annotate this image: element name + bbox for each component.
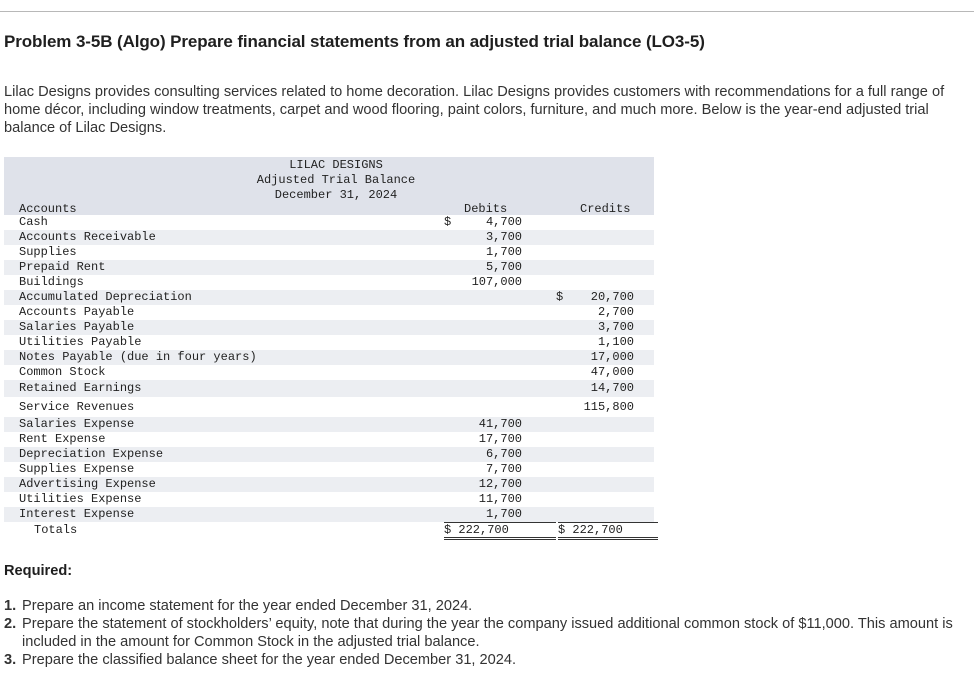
debits-column-header: Debits: [464, 202, 508, 216]
table-row: [4, 477, 654, 492]
table-row: [4, 320, 654, 335]
account-name: Advertising Expense: [19, 477, 156, 491]
problem-intro: Lilac Designs provides consulting services related to home decoration. Lilac Designs provides customers with recommendations for a full range of home décor, including window treatments, carpet and wood flooring, paint colors, furniture, and much more. Below is the year-end adjusted trial balance of Lilac Designs.: [4, 84, 945, 136]
account-name: Rent Expense: [19, 432, 106, 446]
credit-amount: 2,700: [597, 305, 634, 319]
accounts-column-header: Accounts: [19, 202, 77, 216]
required-item: [4, 615, 964, 651]
table-row: [4, 230, 654, 245]
table-row: [4, 260, 654, 275]
account-name: Interest Expense: [19, 507, 135, 521]
debit-amount: 5,700: [485, 260, 522, 274]
table-row: [4, 305, 654, 320]
account-name: Cash: [19, 215, 48, 229]
required-item-number: 2.: [4, 616, 17, 632]
top-divider: [0, 11, 974, 12]
account-name: Depreciation Expense: [19, 447, 164, 461]
account-name: Utilities Expense: [19, 492, 142, 506]
credits-column-header: Credits: [580, 202, 631, 216]
table-row: [4, 462, 654, 477]
required-item-text: Prepare the statement of stockholders’ equity, note that during the year the company issued additional common stock of $11,000. This amount is included in the amount for Common Stock in the adjusted trial balance.: [22, 616, 953, 650]
table-row: [4, 432, 654, 447]
trial-balance-table: [4, 157, 654, 539]
table-row: [4, 215, 654, 230]
account-name: Common Stock: [19, 365, 106, 379]
totals-row: [4, 522, 654, 539]
required-item-text: Prepare an income statement for the year ended December 31, 2024.: [22, 598, 473, 614]
table-row: [4, 290, 654, 305]
account-name: Utilities Payable: [19, 335, 142, 349]
debit-amount: 7,700: [485, 462, 522, 476]
table-row: [4, 492, 654, 507]
credit-amount: 115,800: [583, 400, 634, 414]
account-name: Notes Payable (due in four years): [19, 350, 257, 364]
statement-name: Adjusted Trial Balance: [256, 173, 416, 187]
debit-amount: 17,700: [478, 432, 522, 446]
trial-balance-header: [4, 157, 654, 215]
required-item-text: Prepare the classified balance sheet for the year ended December 31, 2024.: [22, 652, 517, 668]
table-row: [4, 335, 654, 350]
table-row: [4, 350, 654, 365]
credit-amount: 3,700: [597, 320, 634, 334]
debit-amount: 6,700: [485, 447, 522, 461]
account-name: Accounts Receivable: [19, 230, 156, 244]
trial-balance-body: [4, 215, 654, 522]
table-row: [4, 365, 654, 380]
account-name: Supplies: [19, 245, 77, 259]
debit-amount: 11,700: [478, 492, 522, 506]
table-row: [4, 397, 654, 417]
debit-amount: 107,000: [471, 275, 522, 289]
total-credits: $ 222,700: [558, 522, 658, 540]
company-name: LILAC DESIGNS: [289, 158, 383, 172]
debit-amount: 1,700: [485, 245, 522, 259]
required-heading: Required:: [4, 563, 73, 579]
table-row: [4, 245, 654, 260]
credit-amount: 1,100: [597, 335, 634, 349]
account-name: Retained Earnings: [19, 381, 142, 395]
currency-symbol: $: [444, 215, 452, 229]
table-row: [4, 507, 654, 522]
required-item-number: 1.: [4, 598, 17, 614]
credit-amount: 17,000: [590, 350, 634, 364]
debit-amount: $ 4,700: [444, 215, 522, 229]
required-item: [4, 651, 964, 669]
account-name: Salaries Expense: [19, 417, 135, 431]
required-item: [4, 597, 964, 615]
statement-date: December 31, 2024: [274, 188, 398, 202]
debit-amount: 12,700: [478, 477, 522, 491]
problem-title: Problem 3-5B (Algo) Prepare financial statements from an adjusted trial balance (LO3-5): [4, 32, 705, 51]
required-list: [4, 597, 964, 669]
table-row: [4, 417, 654, 432]
table-row: [4, 380, 654, 397]
totals-label: Totals: [34, 523, 78, 537]
account-name: Accumulated Depreciation: [19, 290, 192, 304]
total-debits: $ 222,700: [444, 522, 556, 540]
account-name: Buildings: [19, 275, 84, 289]
debit-amount: 1,700: [485, 507, 522, 521]
account-name: Salaries Payable: [19, 320, 135, 334]
table-row: [4, 447, 654, 462]
credit-amount: 47,000: [590, 365, 634, 379]
debit-amount: 41,700: [478, 417, 522, 431]
table-row: [4, 275, 654, 290]
account-name: Service Revenues: [19, 400, 135, 414]
account-name: Supplies Expense: [19, 462, 135, 476]
credit-amount: $ 20,700: [556, 290, 634, 304]
debit-amount: 3,700: [485, 230, 522, 244]
currency-symbol: $: [556, 290, 564, 304]
account-name: Prepaid Rent: [19, 260, 106, 274]
required-item-number: 3.: [4, 652, 17, 668]
account-name: Accounts Payable: [19, 305, 135, 319]
credit-amount: 14,700: [590, 381, 634, 395]
